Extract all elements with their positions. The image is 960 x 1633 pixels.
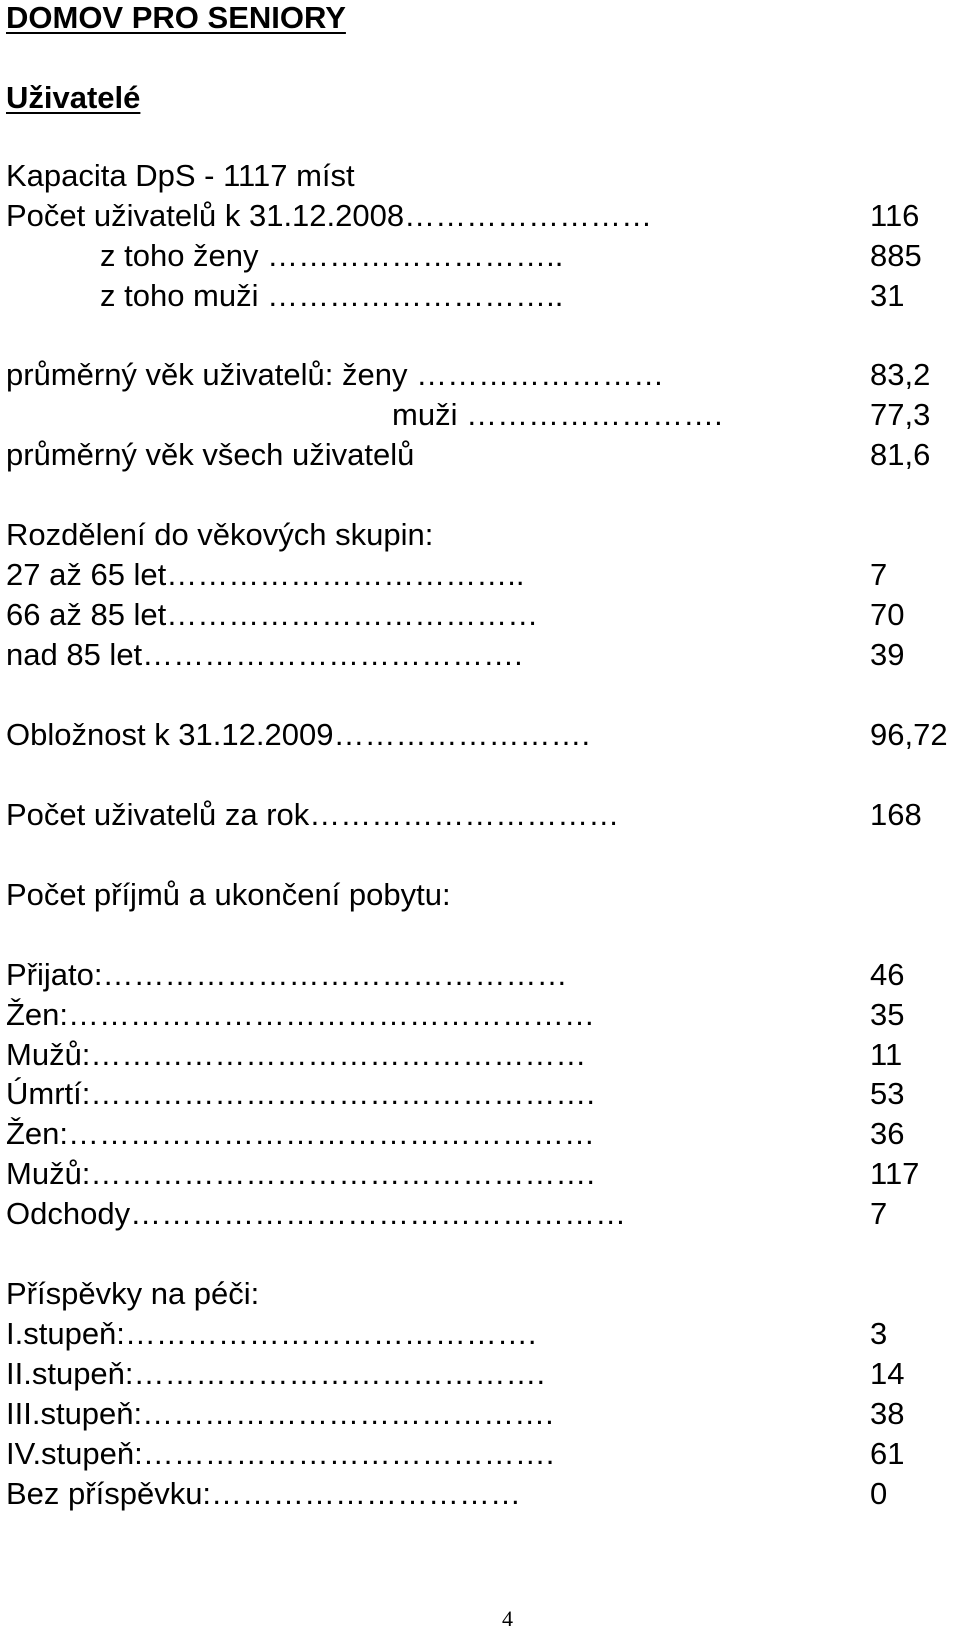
admissions-label: Úmrtí:…………………………………………. xyxy=(6,1076,595,1111)
age-group-label: 66 až 85 let……………………………… xyxy=(6,597,539,632)
care-level-label: II.stupeň:…………………………………. xyxy=(6,1356,546,1391)
age-group-label: nad 85 let………………………………. xyxy=(6,637,523,672)
admissions-value: 117 xyxy=(870,1156,920,1191)
users-women-value: 885 xyxy=(870,238,922,273)
admissions-value: 35 xyxy=(870,997,905,1032)
page-number: 4 xyxy=(502,1606,513,1631)
document-title: DOMOV PRO SENIORY xyxy=(6,0,346,35)
age-group-value: 39 xyxy=(870,637,905,672)
admissions-value: 53 xyxy=(870,1076,905,1111)
capacity-text: Kapacita DpS - 1117 míst xyxy=(6,158,355,193)
age-group-value: 70 xyxy=(870,597,905,632)
avg-age-all-value: 81,6 xyxy=(870,437,931,472)
care-level-label: III.stupeň:…………………………………. xyxy=(6,1396,554,1431)
admissions-value: 11 xyxy=(870,1037,903,1072)
avg-age-women-value: 83,2 xyxy=(870,357,931,392)
users-per-year-label: Počet uživatelů za rok………………………… xyxy=(6,797,620,832)
avg-age-women-label: průměrný věk uživatelů: ženy …………………… xyxy=(6,357,665,392)
admissions-value: 36 xyxy=(870,1116,905,1151)
admissions-label: Přijato:……………………………………… xyxy=(6,957,568,992)
admissions-label: Mužů:………………………………………… xyxy=(6,1037,587,1072)
age-groups-heading: Rozdělení do věkových skupin: xyxy=(6,517,434,552)
care-level-value: 14 xyxy=(870,1356,905,1391)
users-women-label: z toho ženy ……………………….. xyxy=(100,238,564,273)
section-heading: Uživatelé xyxy=(6,80,141,115)
users-count-label: Počet uživatelů k 31.12.2008…………………… xyxy=(6,198,653,233)
admissions-label: Žen:…………………………………………… xyxy=(6,1116,596,1151)
age-group-value: 7 xyxy=(870,557,888,592)
avg-age-men-value: 77,3 xyxy=(870,397,931,432)
occupancy-label: Obložnost k 31.12.2009……………………. xyxy=(6,717,591,752)
care-level-value: 0 xyxy=(870,1476,888,1511)
care-level-value: 38 xyxy=(870,1396,905,1431)
admissions-label: Mužů:…………………………………………. xyxy=(6,1156,596,1191)
care-heading: Příspěvky na péči: xyxy=(6,1276,260,1311)
care-level-label: Bez příspěvku:………………………… xyxy=(6,1476,522,1511)
care-level-label: I.stupeň:…………………………………. xyxy=(6,1316,537,1351)
admissions-label: Žen:…………………………………………… xyxy=(6,997,596,1032)
avg-age-men-label: muži ……………………. xyxy=(392,397,723,432)
users-men-label: z toho muži ……………………….. xyxy=(100,278,564,313)
users-per-year-value: 168 xyxy=(870,797,922,832)
care-level-label: IV.stupeň:…………………………………. xyxy=(6,1436,555,1471)
care-level-value: 61 xyxy=(870,1436,905,1471)
admissions-heading: Počet příjmů a ukončení pobytu: xyxy=(6,877,451,912)
occupancy-value: 96,72 xyxy=(870,717,948,752)
users-count-value: 116 xyxy=(870,198,920,233)
admissions-value: 46 xyxy=(870,957,905,992)
admissions-value: 7 xyxy=(870,1196,888,1231)
age-group-label: 27 až 65 let…………………………….. xyxy=(6,557,525,592)
users-men-value: 31 xyxy=(870,278,905,313)
avg-age-all-label: průměrný věk všech uživatelů xyxy=(6,437,415,472)
care-level-value: 3 xyxy=(870,1316,888,1351)
admissions-label: Odchody………………………………………… xyxy=(6,1196,627,1231)
